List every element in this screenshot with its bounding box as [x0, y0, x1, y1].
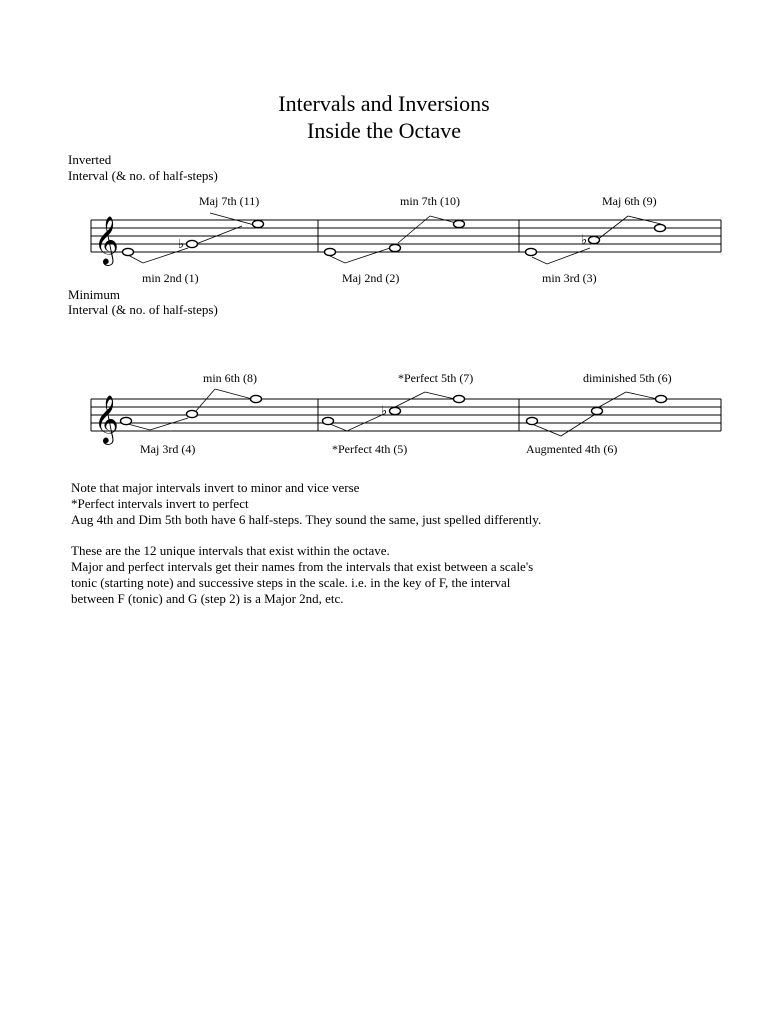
- treble-clef-icon: 𝄞: [94, 215, 119, 264]
- page-title-line-2: Inside the Octave: [307, 118, 461, 143]
- note-line: Aug 4th and Dim 5th both have 6 half-steps. They sound the same, just spelled differently.: [71, 512, 542, 527]
- note-row2-8: [592, 407, 603, 414]
- page-title-line-1: Intervals and Inversions: [278, 91, 490, 116]
- row2-lower-label-2: *Perfect 4th (5): [332, 442, 408, 456]
- note-row1-7: [526, 248, 537, 255]
- row1-upper-label-1: Maj 7th (11): [199, 194, 260, 208]
- note-line: *Perfect intervals invert to perfect: [71, 496, 249, 511]
- note-row1-1: [123, 248, 134, 255]
- note-line: These are the 12 unique intervals that exist within the octave.: [71, 543, 390, 558]
- row2-lower-label-1: Maj 3rd (4): [140, 442, 196, 456]
- row1-upper-label-3: Maj 6th (9): [602, 194, 657, 208]
- row2-upper-label-3: diminished 5th (6): [583, 371, 672, 385]
- note-row2-9: [656, 395, 667, 402]
- staff-row-1: [0, 210, 768, 280]
- row1-upper-label-2: min 7th (10): [400, 194, 460, 208]
- minimum-label: Minimum: [68, 287, 121, 302]
- note-row2-3: [251, 395, 262, 402]
- note-row1-8: [589, 236, 600, 243]
- flat-sign-icon: ♭: [581, 233, 588, 248]
- flat-sign-icon: ♭: [178, 237, 185, 252]
- inverted-interval-label: Interval (& no. of half-steps): [68, 168, 218, 183]
- note-row1-3: [253, 220, 264, 227]
- flat-sign-icon: ♭: [381, 404, 388, 419]
- staff-row-2: [0, 389, 768, 449]
- note-row2-2: [187, 410, 198, 417]
- row2-lower-label-3: Augmented 4th (6): [526, 442, 618, 456]
- row1-lower-label-1: min 2nd (1): [142, 271, 199, 285]
- row1-lower-label-3: min 3rd (3): [542, 271, 597, 285]
- note-row2-7: [527, 417, 538, 424]
- explanation-text: [71, 480, 711, 607]
- note-row1-6: [454, 220, 465, 227]
- note-line: Note that major intervals invert to minor and vice verse: [71, 480, 360, 495]
- note-row2-6: [454, 395, 465, 402]
- note-row1-2: [187, 240, 198, 247]
- note-line: between F (tonic) and G (step 2) is a Major 2nd, etc.: [71, 591, 344, 606]
- note-row2-4: [323, 417, 334, 424]
- treble-clef-icon: 𝄞: [94, 394, 119, 443]
- note-row1-9: [655, 224, 666, 231]
- note-line: tonic (starting note) and successive steps in the scale. i.e. in the key of F, the interval: [71, 575, 511, 590]
- row2-upper-label-2: *Perfect 5th (7): [398, 371, 474, 385]
- note-row2-1: [121, 417, 132, 424]
- inverted-label: Inverted: [68, 152, 112, 167]
- note-row1-4: [325, 248, 336, 255]
- note-line: Major and perfect intervals get their names from the intervals that exist between a scale's: [71, 559, 534, 574]
- minimum-interval-label: Interval (& no. of half-steps): [68, 302, 218, 317]
- note-row2-5: [390, 407, 401, 414]
- note-row1-5: [390, 244, 401, 251]
- row2-upper-label-1: min 6th (8): [203, 371, 257, 385]
- row1-lower-label-2: Maj 2nd (2): [342, 271, 400, 285]
